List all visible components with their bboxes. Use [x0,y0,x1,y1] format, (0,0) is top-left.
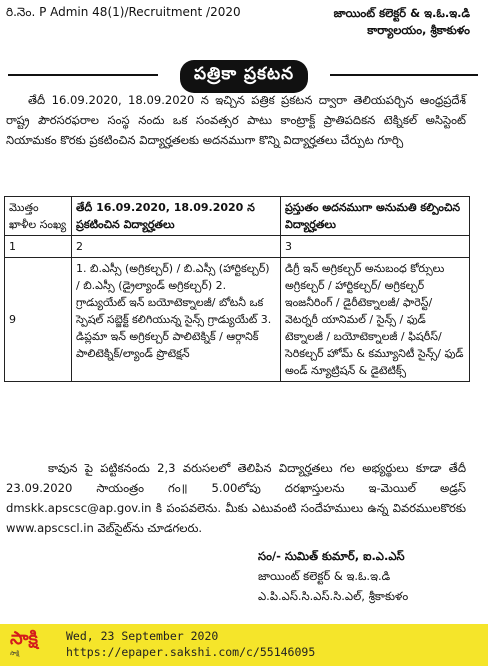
instructions-paragraph: కావున పై పట్టికనందు 2,3 వరుసలలో తెలిపిన విద్యార్హతలు గల అభ్యర్థులు కూడా తేదీ 23.09.2020 సాయంత్రం గం॥ 5.00లోపు దరఖాస్తులను ఇ-మెయిల్ అడ్రస్ dmskk.apscsc@ap.gov.in కి పంపవలెను. మీకు ఎటువంటి సందేహములు ఉన్న వివరములకొరకు www.apscscl.in వెబ్‌సైట్‌ను చూడగలరు. [6,461,466,535]
column-number-3: 3 [281,236,470,258]
column-number-2: 2 [72,236,281,258]
signatory-office: ఎ.పి.ఎస్.సి.ఎస్.సి.ఎల్, శ్రీకాకుళం [258,589,409,603]
signature-block [258,546,408,606]
header-total-vacancies: మొత్తం ఖాళీల సంఖ్య [5,197,72,236]
epaper-footer [0,624,488,666]
qualifications-table [4,196,470,382]
existing-qualifications: 1. బి.ఎస్సీ (అగ్రికల్చర్) / బి.ఎస్సీ (హార్టికల్చర్) / బి.ఎస్సీ (డ్రైల్యాండ్ అగ్రికల్చర్) 2. గ్రాడ్యుయేట్ ఇన్ బయోటెక్నాలజీ/ బోటనీ ఒక స్పెషల్ సబ్జెక్ట్ కలిగియున్న సైన్స్ గ్రాడ్యుయేట్ 3. డిప్లమా ఇన్ అగ్రికల్చర్ పాలిటెక్నిక్ / ఆర్గానిక్ పాలిటెక్నిక్/ల్యాండ్ ప్రొటెక్షన్ [72,258,281,382]
table-row [5,258,470,382]
table-number-row [5,236,470,258]
additional-qualifications: డిగ్రీ ఇన్ అగ్రికల్చర్ అనుబంధ కోర్సులు అగ్రికల్చర్ / హార్టికల్చర్/ అగ్రికల్చర్ ఇంజనీరింగ్ / డైరీటెక్నాలజీ/ ఫారెస్ట్/ వెటర్నరీ యానిమల్ / సైన్స్ / ఫుడ్ టెక్నాలజీ / బయోటెక్నాలజీ / ఫిషరీస్/ సెరికల్చర్ హోమ్ & కమ్యూనిటీ సైన్స్/ ఫుడ్ అండ్ న్యూట్రిషన్ & డైటెటిక్స్ [281,258,470,382]
logo-subtext: సాక్షి [10,650,20,657]
sakshi-logo [10,628,42,662]
logo-mark: సాక్షి [10,628,38,649]
reference-number: రి.నెం. P Admin 48(1)/Recruitment /2020 [6,5,241,19]
vacancy-count: 9 [5,258,72,382]
page-title: పత్రికా ప్రకటన [180,60,308,93]
intro-paragraph: తేదీ 16.09.2020, 18.09.2020 న ఇచ్చిన పత్రిక ప్రకటన ద్వారా తెలియపర్చిన ఆంధ్రప్రదేశ్ రాష్ట్ర పౌరసరఫరాల సంస్థ నందు ఒక సంవత్సర పాటు కాంట్రాక్ట్ ప్రాతిపదికన టెక్నికల్ అసిస్టెంట్ నియామకం కొరకు ప్రకటించిన విద్యార్హతలకు అదనముగా కొన్ని విద్యార్హతలు చేర్పుట గూర్చి [6,93,466,147]
table-header-row [5,197,470,236]
office-line-2: కార్యాలయం, శ్రీకాకుళం [367,23,470,37]
epaper-url-link[interactable]: https://epaper.sakshi.com/c/55146095 [66,645,316,659]
office-line-1: జాయింట్ కలెక్టర్ & ఇ.ఓ.ఇ.డి [333,6,470,20]
header-additional-qualifications: ప్రస్తుతం అదనముగా అనుమతి కల్పించిన విద్యార్హతలు [281,197,470,236]
signatory-name: సం/- సుమిత్ కుమార్, ఐ.ఎ.ఎస్ [258,549,405,563]
office-address [334,5,470,39]
header-announced-qualifications: తేదీ 16.09.2020, 18.09.2020 న ప్రకటించిన విద్యార్హతలు [72,197,281,236]
signatory-designation: జాయింట్ కలెక్టర్ & ఇ.ఓ.ఇ.డి [258,569,391,583]
column-number-1: 1 [5,236,72,258]
publish-date: Wed, 23 September 2020 [66,629,219,643]
